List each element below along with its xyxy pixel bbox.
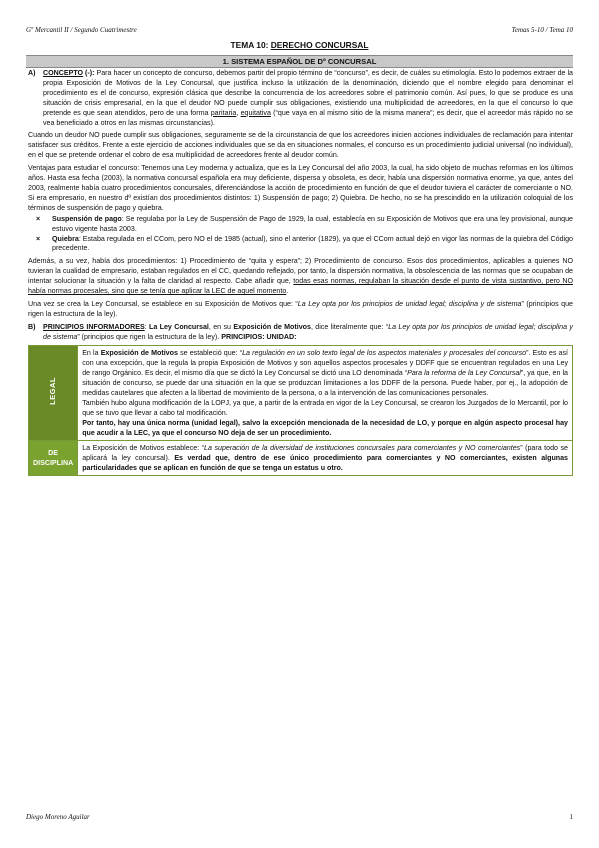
paragraph-3-end: . (286, 287, 289, 296)
bullet-item (28, 235, 573, 255)
bullet-item (28, 215, 573, 235)
bullet-label: Quiebra (52, 234, 79, 243)
footer-author: Diego Moreno Aguilar (26, 813, 90, 821)
header-left: Gº Mercantil II / Segundo Cuatrimestre (26, 26, 137, 34)
title-main: DERECHO CONCURSAL (270, 40, 369, 50)
t-a: La Exposición de Motivos establece: “ (82, 443, 205, 452)
principios-b1: La Ley Concursal (149, 322, 209, 331)
principios-label: PRINCIPIOS INFORMADORES (43, 322, 145, 331)
t-e: ”, ya que, en la situación de concurso, se puede dar una situación en la que se produzcan limitaciones a los DDFF de la persona. Puede haber, por ej., la adopción de medidas cautelares que afecten a la libertad de movimiento de la persona, o a la intervención de las comunicaciones personales. (82, 368, 568, 397)
principios-t2: , en su (208, 322, 234, 331)
principios-t3: , dice literalmente que: “ (310, 322, 389, 331)
principios-paragraph (28, 323, 573, 343)
bullet-list (28, 215, 573, 255)
bullet-label: Suspensión de pago (52, 214, 122, 223)
bullet-text: : Estaba regulada en el CCom, pero NO el de 1985 (actual), sino el anterior (1829), ya que el CCom actual dejó en vigor las normas de la quiebra del Código precedente. (52, 234, 573, 253)
paragraph-2: Ventajas para estudiar el concurso: Tenemos una Ley moderna y actualiza, que es la Ley Concursal del año 2003, la cual, ha sido objeto de muchas reformas en los últimos años. Hasta esa fecha (2003), la normativa concursal española era muy deficiente, dispersa y obsoleta, es decir, había una dispersión normativa enorme, ya que, antes del 2003, realmente había cuatro procedimientos concursales, diferenciándose la acción de procedimiento en función de que el deudor tuviera el carácter de comerciante o NO. Si era empresario, en nuestro dº existían dos procedimientos distintos: 1) Suspensión de pago; 2) Quiebra. De hecho, no se ha prescindido en la utilización coloquial de los términos de suspensión de pago y quiebra. (28, 164, 573, 212)
principios-lead: B) (28, 322, 36, 331)
concepto-lead: A) (28, 69, 36, 77)
concepto-equitativa: equitativa (240, 108, 271, 117)
t-a: En la (82, 348, 101, 357)
concepto-text: Para hacer un concepto de concurso, debemos partir del propio término de “concurso”, es decir, de cuáles su etimología. Esto lo podemos extraer de la propia Exposición de Motivos de la Ley Concursal, que justifica incluso la utilización de la denominación, diciendo que el nombre elegido para denominar el procedimiento es el de concurso, expresión clásica que describe la concurrencia de los acreedores sobre el patrimonio común. Así pues, lo que se produce es una situación de crisis empresarial, en la que el deudor NO puede cumplir sus obligaciones, existiendo una multiplicidad de acreedores, en la que el concurso lo que pretende es que sean atendidos, pero de una forma (43, 69, 573, 117)
title-prefix: TEMA 10: (230, 40, 271, 50)
paragraph-3 (28, 257, 573, 297)
concepto-sep: , (236, 108, 241, 117)
document-body (28, 69, 573, 476)
row-tag (29, 440, 78, 475)
paragraph-3-underlined: todas esas normas, regulaban la situación desde el punto de vista sustantivo, pero NO había normas procesales, sino que se tenía que aplicar la LEC de aquel momento (28, 277, 574, 296)
paragraph-4-text: Una vez se crea la Ley Concursal, se establece en su Exposición de Motivos que: “ (28, 299, 298, 308)
table-row (29, 440, 573, 475)
paragraph-4-end: ” (principios que rigen la estructura de la ley). (28, 299, 573, 318)
page-title (0, 40, 599, 50)
concepto-paragraph (28, 69, 573, 128)
t-d: ”. Esto es así con una excepción, que la regula la propia Exposición de Motivos y son aquellos aspectos procesales y DDFF que se encuentran regulados en una Ley de rango Orgánico. Es decir, el mismo día que se dictó la Ley Concursal se dictó una LO denominada “ (82, 348, 568, 377)
t-c: se estableció que: “ (177, 348, 243, 357)
table-row (29, 345, 573, 440)
paragraph-4-quote: La Ley opta por los principios de unidad legal; disciplina y de sistema (297, 299, 522, 308)
concepto-tail: (“que vaya en al mismo sitio de la misma manera”; es decir, que el acreedor más rápido no se vea beneficiado a otros en las mismas circunstancias). (43, 108, 573, 127)
row-para (82, 348, 568, 398)
t-q: La regulación en un solo texto legal de los aspectos materiales y procesales del concurso (242, 348, 527, 357)
row-para: También hubo alguna modificación de la LOPJ, ya que, a partir de la entrada en vigor de la Ley Concursal, se crearon los Juzgados de lo Mercantil, por lo que se tuvo que llevar a cabo tal modificación. (82, 398, 568, 417)
row-tag (29, 345, 78, 440)
header-right: Temas 5-10 / Tema 10 (511, 26, 573, 34)
t-b: Exposición de Motivos (100, 348, 178, 357)
t-q2: Para la reforma de la Ley Concursal (407, 368, 521, 377)
row-tag-label: DE DISCIPLINA (33, 448, 74, 467)
section-heading: 1. SISTEMA ESPAÑOL DE Dº CONCURSAL (26, 55, 573, 68)
bullet-text: : Se regulaba por la Ley de Suspensión de Pago de 1929, la cual, establecía en su Exposición de Motivos que era una ley provisional, aunque estuvo vigente hasta 2003. (52, 214, 573, 233)
principios-t1: : (144, 322, 149, 331)
principios-b3: PRINCIPIOS: UNIDAD: (221, 332, 297, 341)
page-number: 1 (569, 813, 573, 821)
paragraph-4 (28, 300, 573, 320)
t-q: La superación de la diversidad de instituciones concursales para comerciantes y NO comerciantes (204, 443, 521, 452)
concepto-suffix: (-): (83, 69, 97, 77)
concepto-paritaria: paritaria (210, 108, 237, 117)
row-content (78, 440, 573, 475)
principios-b2: Exposición de Motivos (233, 322, 311, 331)
principios-quote: La Ley opta por los principios de unidad legal; disciplina y de sistema (43, 322, 573, 341)
t-c: Es verdad que, dentro de ese único procedimiento para comerciantes y NO comerciantes, existen algunas particularidades que se aplican en función de que se tenga un estatus u otro. (82, 453, 568, 472)
t-b: ” (para todo se aplicará la ley concursal). (82, 443, 568, 462)
page-footer (26, 813, 573, 825)
page-header (26, 26, 573, 38)
paragraph-3-text: Además, a su vez, había dos procedimientos: 1) Procedimiento de “quita y espera”; 2) Procedimiento de concurso. Esos dos procedimientos, aplicables a quienes NO tuvieran la cualidad de empresario, estaban regulados en el CC, quedando reflejado, por tanto, la dispersión normativa, la obsolescencia de las normas que se ocupaban de intentar solucionar la situación y la falta de claridad al respecto. Cabe añadir que, (28, 257, 573, 286)
principles-table (28, 345, 573, 476)
principios-t4: ” (principios que rigen la estructura de la ley). (77, 332, 222, 341)
row-para: Por tanto, hay una única norma (unidad legal), salvo la excepción mencionada de la necesidad de LO, y porque en algún aspecto procesal hay que acudir a la LEC, ya que el concurso NO deja de ser un procedimiento. (82, 418, 568, 437)
concepto-label: CONCEPTO (43, 69, 84, 77)
row-content (78, 345, 573, 440)
row-tag-label: LEGAL (48, 377, 58, 406)
paragraph-1: Cuando un deudor NO puede cumplir sus obligaciones, seguramente se de la circunstancia de que los acreedores inicien acciones individuales de reclamación para intentar satisfacer sus créditos. Frente a este ejercicio de acciones individuales que se da en situaciones normales, el concurso es un procedimiento judicial universal (no individual), en el que se pretende ordenar el cobro de esa multiplicidad de acreedores frente al deudor común. (28, 131, 573, 160)
